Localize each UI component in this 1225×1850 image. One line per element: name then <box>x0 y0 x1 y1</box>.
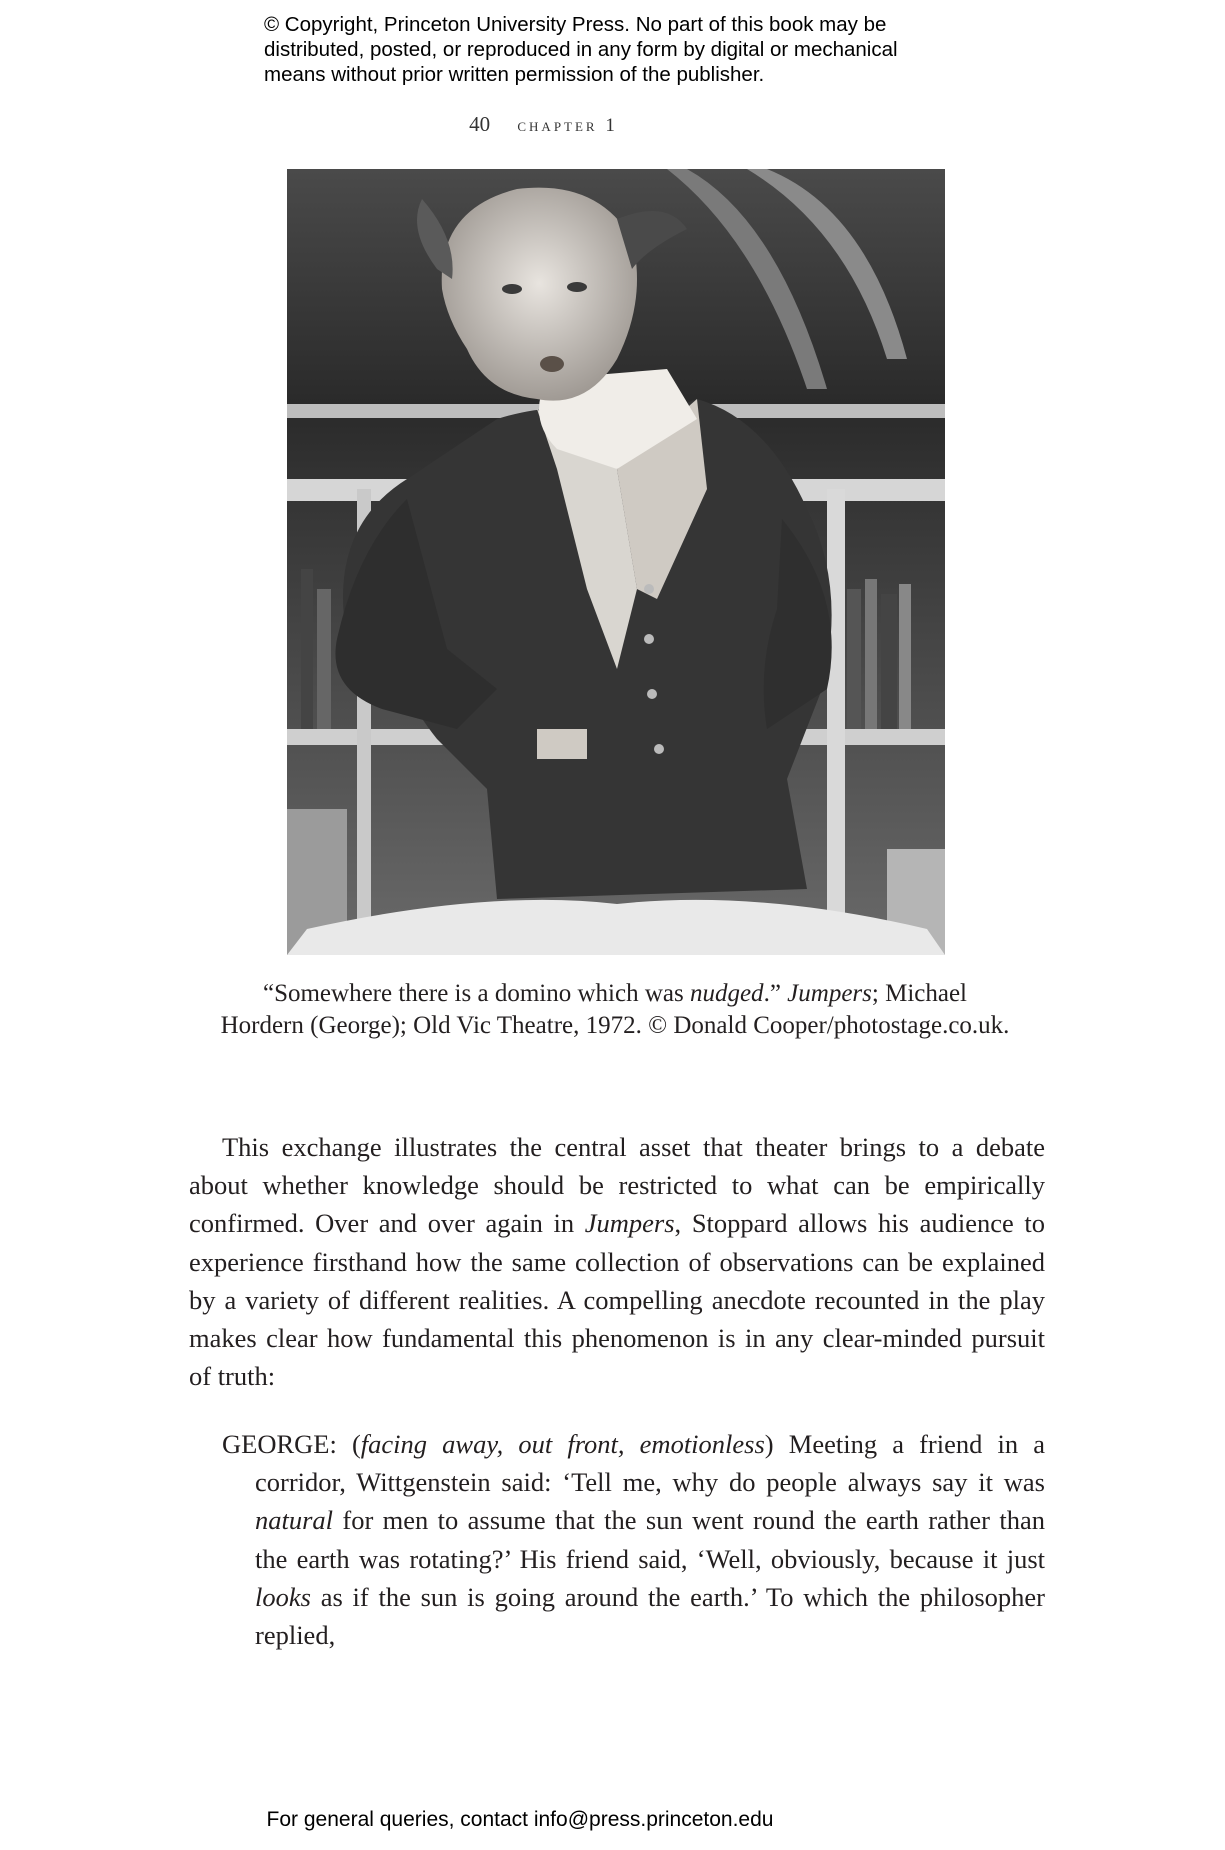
body-paragraph <box>189 1128 1045 1395</box>
stage-direction: facing away, out front, emotionless <box>360 1429 765 1459</box>
footer <box>0 1808 1225 1832</box>
copyright-line-3: means without prior written permission of the publisher. <box>264 63 765 86</box>
dialogue-italic-natural: natural <box>255 1505 334 1536</box>
dialogue-text-a: Meeting a friend in a corridor, Wittgenstein said: ‘Tell me, why do people always say it was <box>255 1429 1045 1498</box>
paragraph-1-part-a: This exchange illustrates the central asset that theater brings to a debate about whether knowledge should be restricted to what can be empirically confirmed. Over and over again in <box>189 1132 1045 1239</box>
dialogue-text-c: as if the sun is going around the earth.’ To which the philosopher replied, <box>255 1581 1045 1651</box>
paragraph-1-part-b: , Stoppard allows his audience to experience firsthand how the same collection of observations can be explained by a variety of different realities. A compelling anecdote recounted in the play makes clear how fundamental this phenomenon is in any clear-minded pursuit of truth: <box>189 1208 1045 1392</box>
chapter-label: chapter 1 <box>517 115 618 136</box>
stage-photograph <box>287 169 945 955</box>
caption-quote-open: “Somewhere there is a domino which was <box>262 980 690 1007</box>
photo-illustration <box>287 169 945 955</box>
dialogue-italic-looks: looks <box>255 1581 311 1612</box>
dialogue-text-b: for men to assume that the sun went round the earth rather than the earth was rotating?’ His friend said, ‘Well, obviously, because it just <box>255 1505 1045 1574</box>
dialogue-speaker: GEORGE: <box>222 1429 337 1459</box>
footer-contact: For general queries, contact info@press.princeton.edu <box>266 1808 774 1831</box>
stage-direction-close: ) <box>764 1429 774 1459</box>
copyright-line-2: distributed, posted, or reproduced in any form by digital or mechanical <box>264 38 898 61</box>
copyright-notice <box>264 12 1024 87</box>
copyright-line-1: © Copyright, Princeton University Press. No part of this book may be <box>264 13 887 36</box>
stage-direction-open: ( <box>336 1429 361 1459</box>
running-head <box>0 112 1087 137</box>
paragraph-1 <box>189 1128 1045 1395</box>
photo-caption <box>220 978 1010 1042</box>
caption-play-title: Jumpers <box>787 980 872 1007</box>
caption-credit: ; Michael Hordern (George); Old Vic Theatre, 1972. © Donald Cooper/photostage.co.uk. <box>220 980 1010 1039</box>
caption-quote-close: .” <box>763 980 788 1007</box>
page-number: 40 <box>469 112 491 136</box>
paragraph-1-italic: Jumpers <box>584 1208 675 1239</box>
caption-quote-italic: nudged <box>689 980 764 1007</box>
dialogue-block <box>222 1425 1045 1654</box>
dialogue-george <box>222 1425 1045 1654</box>
